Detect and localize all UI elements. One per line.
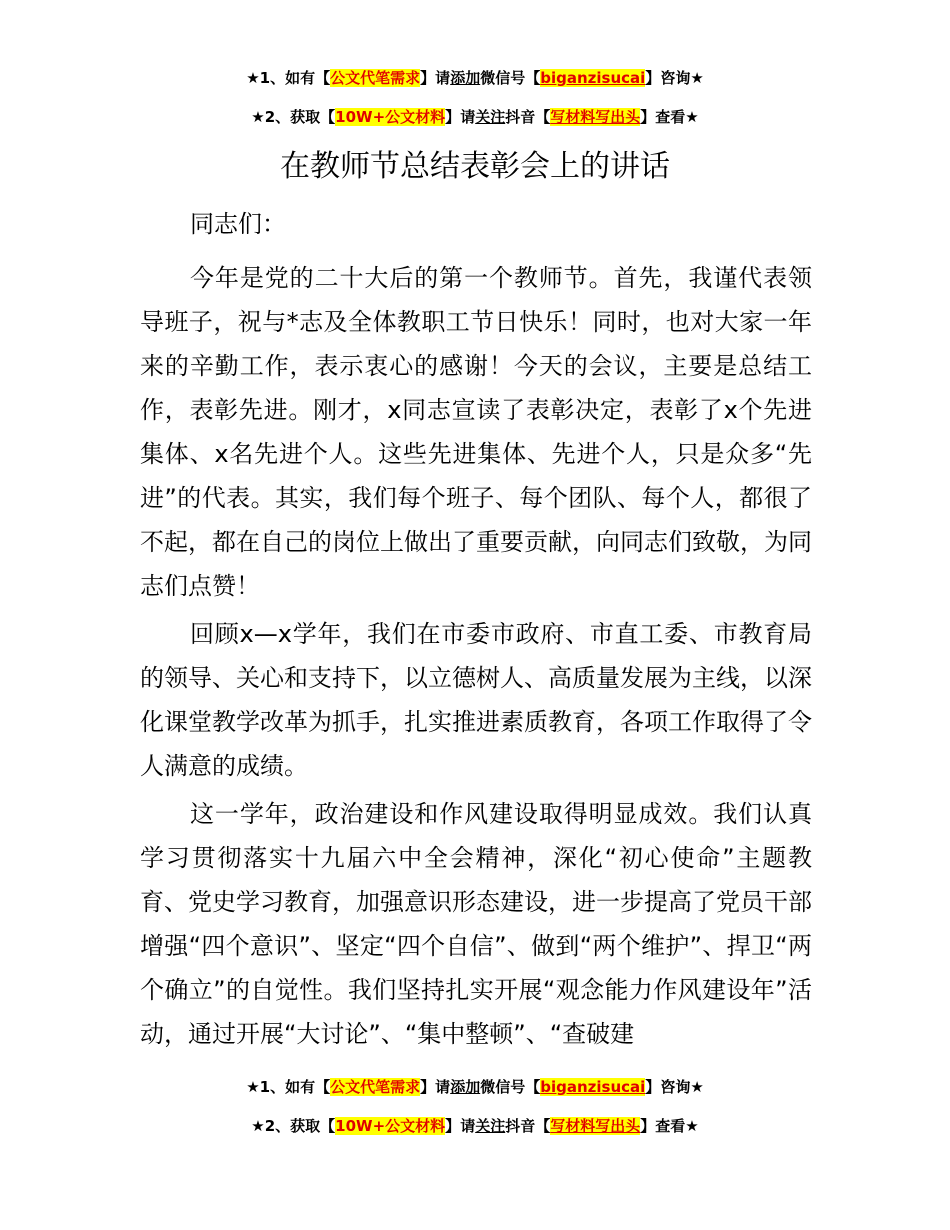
banner-text: ★2、获取 <box>251 1117 321 1135</box>
banner-text: 咨询★ <box>660 69 704 87</box>
highlight-materials: 10W+公文材料 <box>335 108 446 126</box>
bracket: 】 <box>640 1117 656 1135</box>
bracket: 【 <box>315 69 331 87</box>
emphasis-follow: 关注 <box>475 108 506 126</box>
paragraph: 今年是党的二十大后的第一个教师节。首先，我谨代表领导班子，祝与*志及全体教职工节日快乐！同时，也对大家一年来的辛勤工作，表示衷心的感谢！今天的会议，主要是总结工作，表彰先进。刚才，x同志宣读了表彰决定，表彰了x个先进集体、x名先进个人。这些先进集体、先进个人，只是众多“先进”的代表。其实，我们每个班子、每个团队、每个人，都很了不起，都在自己的岗位上做出了重要贡献，向同志们致敬，为同志们点赞！ <box>140 264 812 600</box>
bracket: 】 <box>640 108 656 126</box>
banner-text: 抖音 <box>505 1117 536 1135</box>
emphasis-add: 添加 <box>450 69 481 87</box>
highlight-service: 公文代笔需求 <box>330 69 421 87</box>
highlight-materials: 10W+公文材料 <box>335 1117 446 1135</box>
bracket: 【 <box>535 108 551 126</box>
banner-text: 微信号 <box>480 1078 526 1096</box>
banner-text: 查看★ <box>655 108 699 126</box>
bracket: 】 <box>645 1078 661 1096</box>
banner-text: 请 <box>435 1078 451 1096</box>
banner-text: ★2、获取 <box>251 108 321 126</box>
highlight-wechat-id[interactable]: biganzisucai <box>540 1078 646 1096</box>
emphasis-follow: 关注 <box>475 1117 506 1135</box>
footer-banner-line-2 <box>0 1116 950 1136</box>
highlight-wechat-id[interactable]: biganzisucai <box>540 69 646 87</box>
bracket: 】 <box>420 1078 436 1096</box>
emphasis-add: 添加 <box>450 1078 481 1096</box>
banner-text: 抖音 <box>505 108 536 126</box>
bracket: 【 <box>320 108 336 126</box>
header-banner-line-1 <box>0 68 950 88</box>
greeting: 同志们： <box>190 210 286 238</box>
highlight-service: 公文代笔需求 <box>330 1078 421 1096</box>
highlight-douyin-account[interactable]: 写材料写出头 <box>550 108 641 126</box>
paragraph: 回顾x—x学年，我们在市委市政府、市直工委、市教育局的领导、关心和支持下，以立德树人、高质量发展为主线，以深化课堂教学改革为抓手，扎实推进素质教育，各项工作取得了令人满意的成绩。 <box>140 620 812 780</box>
highlight-douyin-account[interactable]: 写材料写出头 <box>550 1117 641 1135</box>
bracket: 】 <box>445 108 461 126</box>
banner-text: 请 <box>460 108 476 126</box>
banner-text: 微信号 <box>480 69 526 87</box>
banner-text: ★1、如有 <box>246 69 316 87</box>
banner-text: 请 <box>435 69 451 87</box>
bracket: 】 <box>445 1117 461 1135</box>
paragraph: 这一学年，政治建设和作风建设取得明显成效。我们认真学习贯彻落实十九届六中全会精神，深化“初心使命”主题教育、党史学习教育，加强意识形态建设，进一步提高了党员干部增强“四个意识”、坚定“四个自信”、做到“两个维护”、捍卫“两个确立”的自觉性。我们坚持扎实开展“观念能力作风建设年”活动，通过开展“大讨论”、“集中整顿”、“查破建 <box>140 800 812 1048</box>
bracket: 【 <box>535 1117 551 1135</box>
bracket: 】 <box>645 69 661 87</box>
bracket: 】 <box>420 69 436 87</box>
bracket: 【 <box>315 1078 331 1096</box>
banner-text: 请 <box>460 1117 476 1135</box>
banner-text: ★1、如有 <box>246 1078 316 1096</box>
bracket: 【 <box>320 1117 336 1135</box>
bracket: 【 <box>525 1078 541 1096</box>
footer-banner-line-1 <box>0 1077 950 1097</box>
header-banner-line-2 <box>0 107 950 127</box>
banner-text: 查看★ <box>655 1117 699 1135</box>
document-title: 在教师节总结表彰会上的讲话 <box>280 149 670 184</box>
banner-text: 咨询★ <box>660 1078 704 1096</box>
bracket: 【 <box>525 69 541 87</box>
